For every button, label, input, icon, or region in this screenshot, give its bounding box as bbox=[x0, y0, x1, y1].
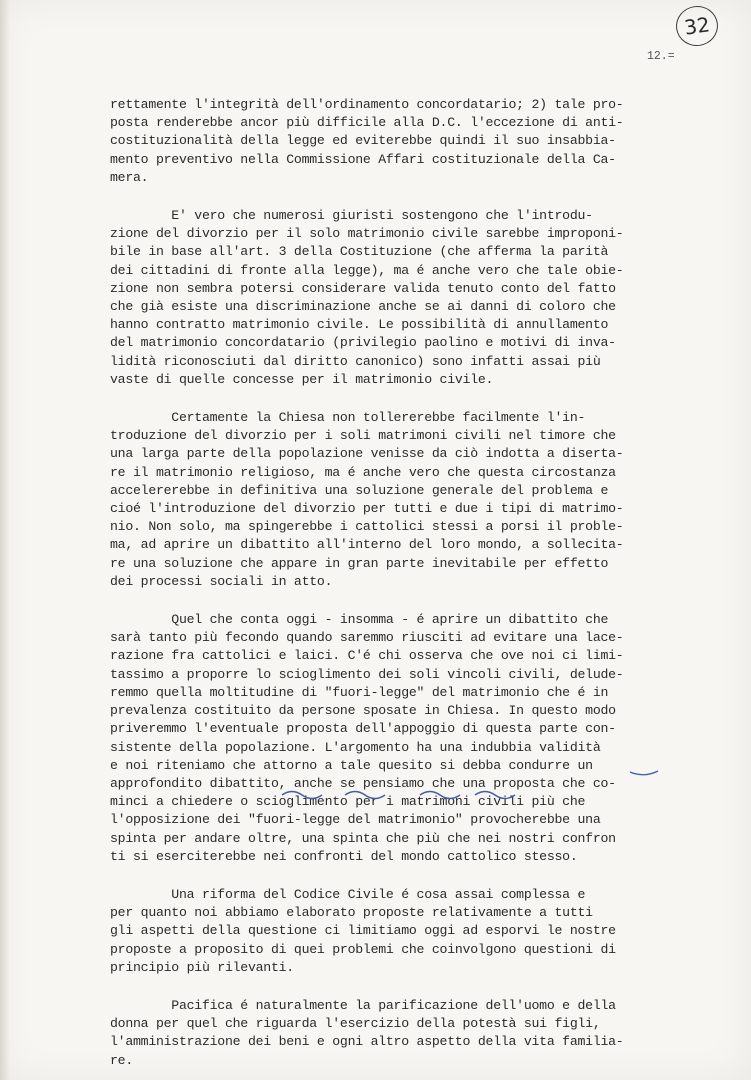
paragraph-1: rettamente l'integrità dell'ordinamento concordatario; 2) tale pro- posta renderebbe ancor più difficile alla D.C. l'eccezione di anti- costituzionalità della legge ed eviterebbe quindi il suo insabbia- mento preventivo nella Commissione Affari costituzionale della Ca- mera. bbox=[110, 97, 624, 185]
handwritten-folio-stamp bbox=[673, 3, 720, 48]
paragraph-4: Quel che conta oggi - insomma - é aprire un dibattito che sarà tanto più fecondo quando saremmo riusciti ad evitare una lace- razione fra cattolici e laici. C'é chi osserva che ove noi ci limi- tassimo a proporre lo scioglimento dei soli vincoli civili, delude- remmo quella moltitudine di "fuori-legge" del matrimonio che é in prevalenza costituito da persone sposate in Chiesa. In questo modo priveremmo l'eventuale proposta dell'appoggio di questa parte con- sistente della popolazione. L'argomento ha una indubbia validità e noi riteniamo che attorno a tale quesito si debba condurre un approfondito dibattito, anche se pensiamo che una proposta che co- minci a chiedere o scioglimento per i matrimoni civili più che l'opposizione dei "fuori-legge del matrimonio" provocherebbe una spinta per andare oltre, una spinta che più che nei nostri confron ti si eserciterebbe nei confronti del mondo cattolico stesso. bbox=[110, 612, 624, 864]
scan-edge-shadow bbox=[0, 0, 10, 1080]
paragraph-3: Certamente la Chiesa non tollererebbe facilmente l'in- troduzione del divorzio per i soli matrimoni civili nel timore che una larga parte della popolazione venisse da ciò indotta a diserta- re il matrimonio religioso, ma é anche vero che questa circostanza accelererebbe in definitiva una soluzione generale del problema e cioé l'introduzione del divorzio per tutti e due i tipi di matrimo- nio. Non solo, ma spingerebbe i cattolici stessi a porsi il proble- ma, ad aprire un dibattito all'interno del loro mondo, a sollecita- re una soluzione che appare in gran parte inevitabile per effetto dei processi sociali in atto. bbox=[110, 410, 624, 589]
paragraph-5: Una riforma del Codice Civile é cosa assai complessa e per quanto noi abbiamo elaborato proposte relativamente a tutti gli aspetti della questione ci limitiamo oggi ad esporvi le nostre proposte a proposito di quei problemi che coinvolgono questioni di principio più rilevanti. bbox=[110, 886, 616, 975]
page-number: 12.= bbox=[647, 50, 675, 63]
paragraph-6: Pacifica é naturalmente la parificazione dell'uomo e della donna per quel che riguarda l'esercizio della potestà sui figli, l'amministrazione dei beni e ogni altro aspetto della vita familia- re. bbox=[110, 997, 624, 1068]
paragraph-2: E' vero che numerosi giuristi sostengono che l'introdu- zione del divorzio per il solo matrimonio civile sarebbe improponi- bile in base all'art. 3 della Costituzione (che afferma la parità dei cittadini di fronte alla legge), ma é anche vero che tale obie- zione non sembra potersi considerare valida tenuto conto del fatto che già esiste una discriminazione anche se ai danni di coloro che hanno contratto matrimonio civile. Le possibilità di annullamento del matrimonio concordatario (privilegio paolino e motivi di inva- lidità riconosciuti dal diritto canonico) sono infatti assai più vaste di quelle concesse per il matrimonio civile. bbox=[110, 208, 624, 387]
body-text bbox=[110, 96, 710, 1070]
folio-number: 32 bbox=[682, 12, 712, 40]
